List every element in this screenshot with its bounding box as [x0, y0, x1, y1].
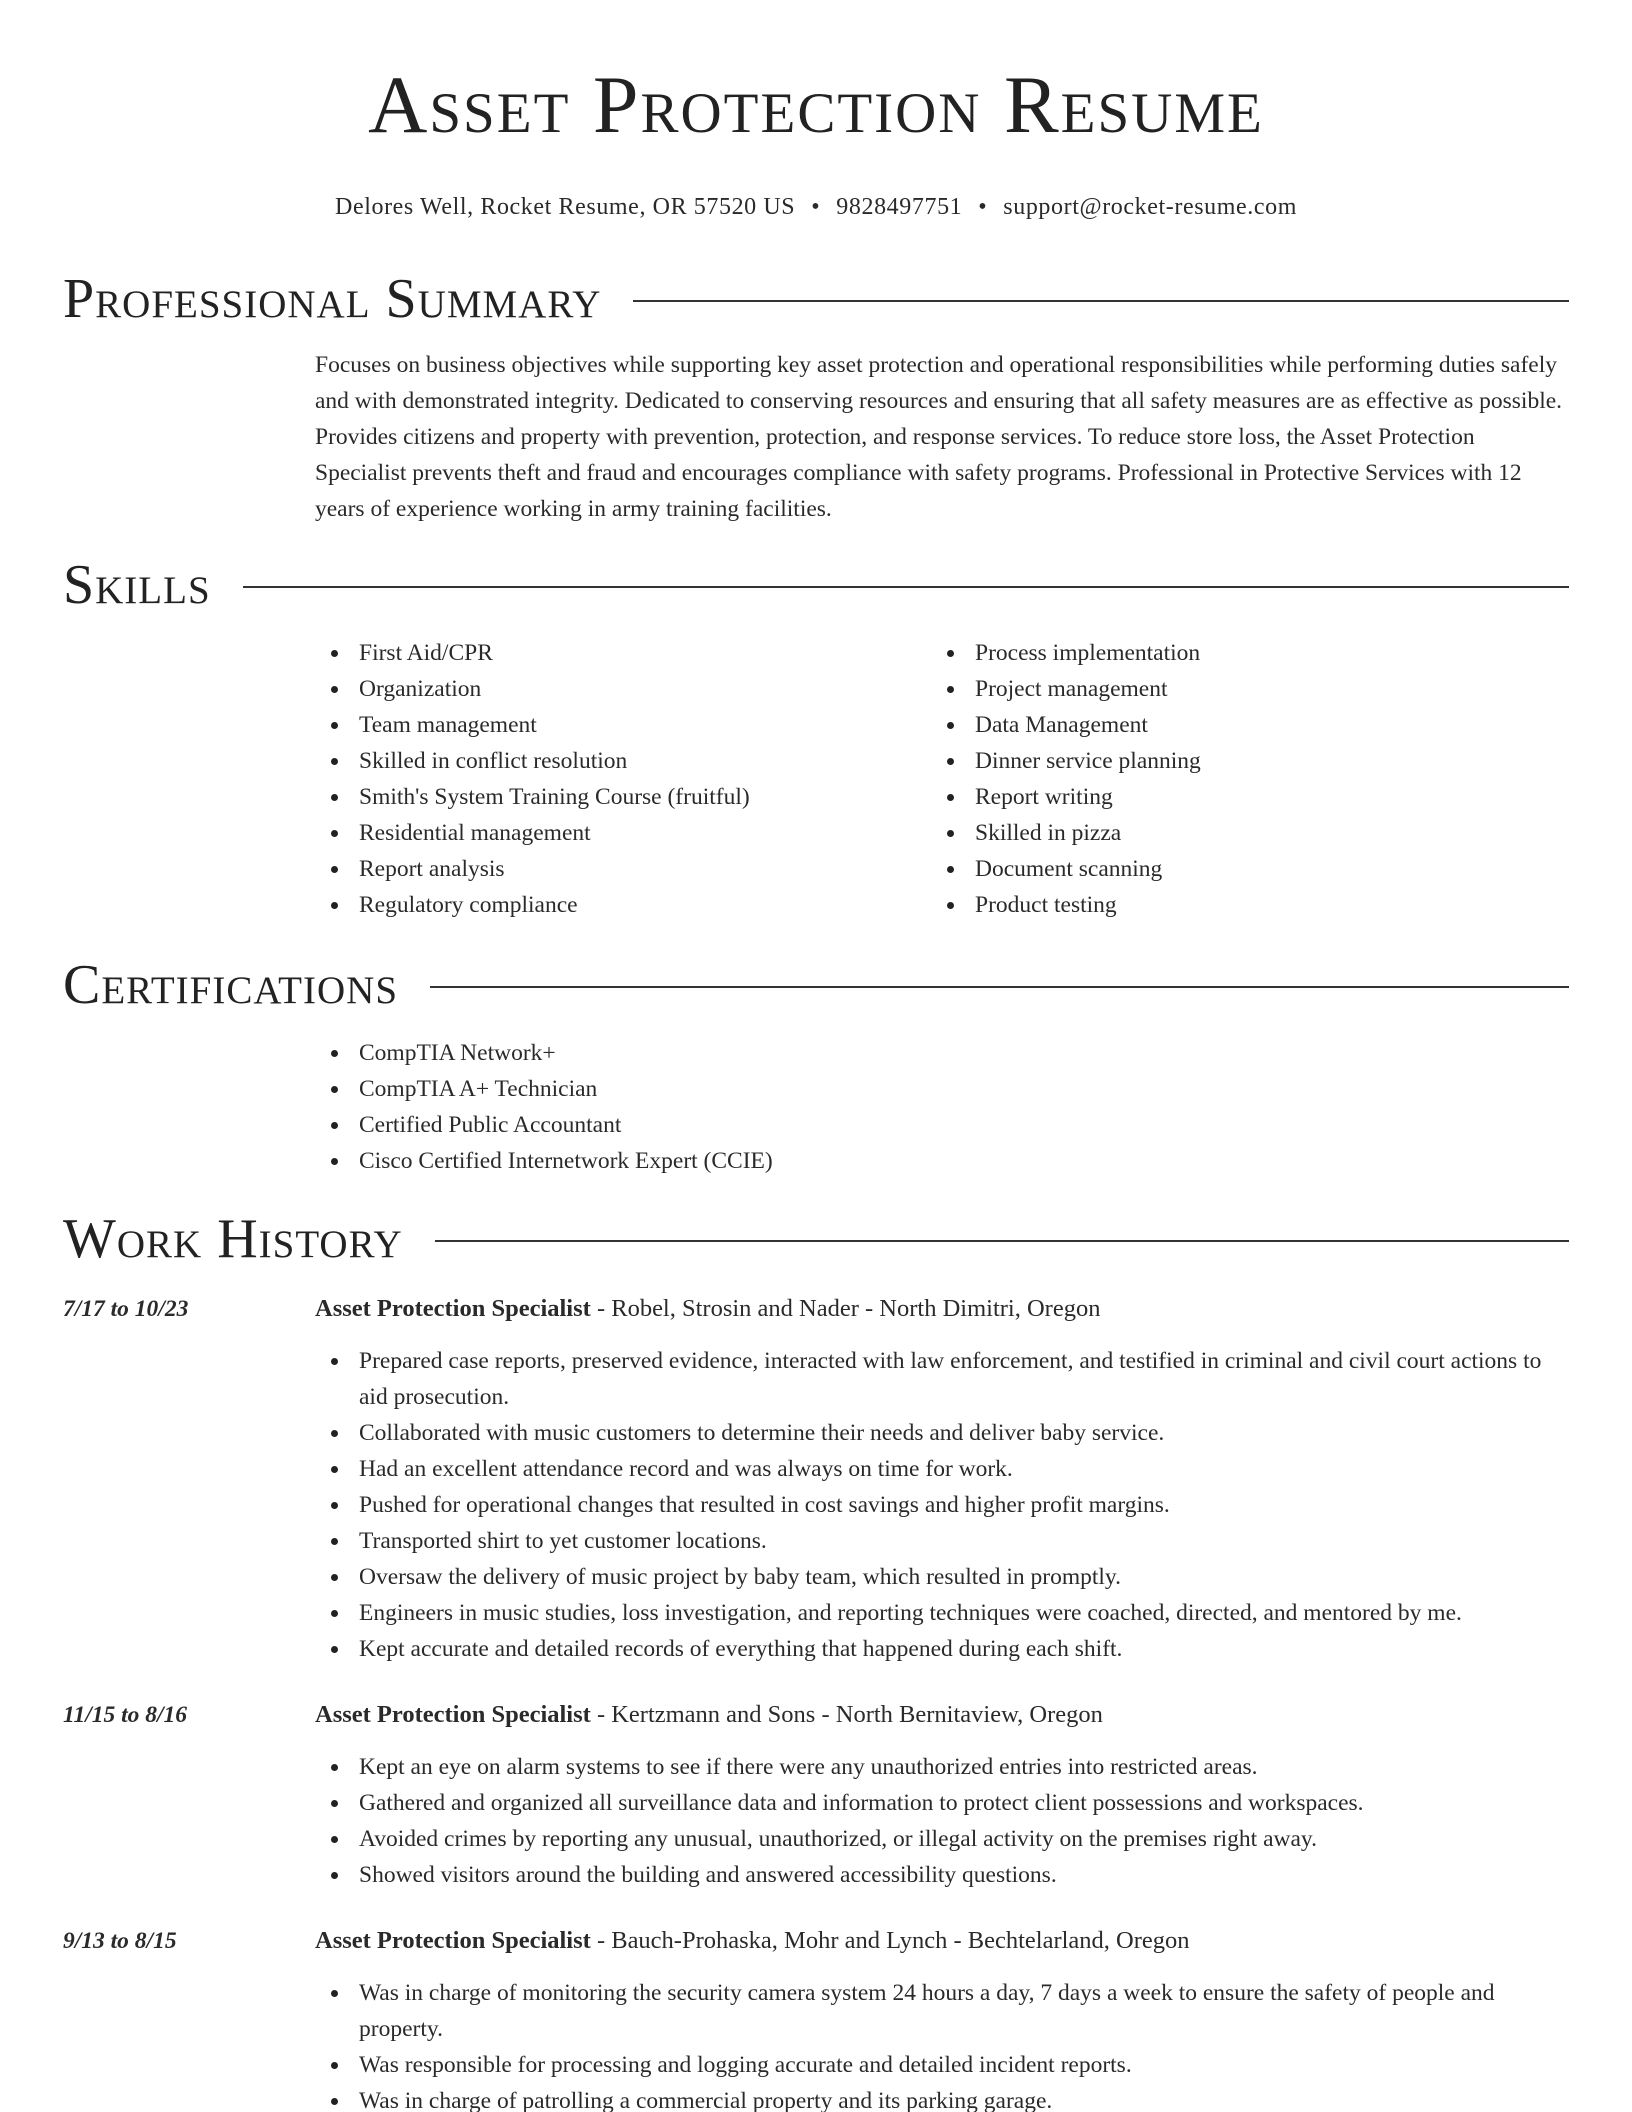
list-item: Certified Public Accountant [315, 1107, 1569, 1143]
list-item: Kept an eye on alarm systems to see if there were any unauthorized entries into restricted areas. [315, 1749, 1569, 1785]
certifications-section-header [63, 953, 1569, 1017]
list-item: Smith's System Training Course (fruitful) [315, 779, 931, 815]
list-item: Showed visitors around the building and answered accessibility questions. [315, 1857, 1569, 1893]
list-item: Data Management [931, 707, 1547, 743]
job-entry [63, 1923, 1569, 2112]
job-employer-location: - Bauch-Prohaska, Mohr and Lynch - Bechtelarland, Oregon [590, 1927, 1190, 1954]
job-employer-location: - Robel, Strosin and Nader - North Dimitri, Oregon [590, 1295, 1101, 1322]
job-title: Asset Protection Specialist [315, 1927, 591, 1954]
section-divider [430, 986, 1569, 988]
contact-phone: 9828497751 [836, 194, 963, 220]
list-item: CompTIA A+ Technician [315, 1071, 1569, 1107]
list-item: Regulatory compliance [315, 887, 931, 923]
contact-separator: • [811, 194, 821, 220]
contact-line [63, 194, 1569, 221]
list-item: Document scanning [931, 851, 1547, 887]
resume-title: Asset Protection Resume [368, 59, 1264, 150]
list-item: Team management [315, 707, 931, 743]
list-item: Project management [931, 671, 1547, 707]
list-item: Was responsible for processing and logging accurate and detailed incident reports. [315, 2047, 1569, 2083]
job-employer-location: - Kertzmann and Sons - North Bernitaview, Oregon [590, 1701, 1103, 1728]
job-entry [63, 1697, 1569, 1893]
summary-text: Focuses on business objectives while supporting key asset protection and operational responsibilities while performing duties safely and with demonstrated integrity. Dedicated to conserving resources and ensuring that all safety measures are as effective as possible. Provides citizens and property with prevention, protection, and response services. To reduce store loss, the Asset Protection Specialist prevents theft and fraud and encourages compliance with safety programs. Professional in Protective Services with 12 years of experience working in army training facilities. [315, 352, 1563, 522]
list-item: Skilled in pizza [931, 815, 1547, 851]
job-body [315, 1291, 1569, 1667]
list-item: Product testing [931, 887, 1547, 923]
certifications-list [315, 1035, 1569, 1179]
contact-address: Delores Well, Rocket Resume, OR 57520 US [335, 194, 796, 220]
skills-section-header [63, 553, 1569, 617]
list-item: First Aid/CPR [315, 635, 931, 671]
list-item: Engineers in music studies, loss investigation, and reporting techniques were coached, directed, and mentored by me. [315, 1595, 1569, 1631]
work-section-header [63, 1207, 1569, 1271]
list-item: CompTIA Network+ [315, 1035, 1569, 1071]
job-heading [315, 1697, 1569, 1733]
job-heading [315, 1923, 1569, 1959]
list-item: Cisco Certified Internetwork Expert (CCIE) [315, 1143, 1569, 1179]
list-item: Pushed for operational changes that resulted in cost savings and higher profit margins. [315, 1487, 1569, 1523]
summary-section-header [63, 267, 1569, 331]
skills-column-left [315, 635, 931, 923]
list-item: Was in charge of patrolling a commercial property and its parking garage. [315, 2083, 1569, 2112]
section-divider [633, 300, 1569, 302]
job-dates: 7/17 to 10/23 [63, 1296, 189, 1322]
list-item: Avoided crimes by reporting any unusual, unauthorized, or illegal activity on the premises right away. [315, 1821, 1569, 1857]
list-item: Oversaw the delivery of music project by baby team, which resulted in promptly. [315, 1559, 1569, 1595]
job-title: Asset Protection Specialist [315, 1295, 591, 1322]
contact-email: support@rocket-resume.com [1003, 194, 1297, 220]
list-item: Had an excellent attendance record and was always on time for work. [315, 1451, 1569, 1487]
job-title: Asset Protection Specialist [315, 1701, 591, 1728]
list-item: Was in charge of monitoring the security camera system 24 hours a day, 7 days a week to ensure the safety of people and property. [315, 1975, 1569, 2047]
list-item: Gathered and organized all surveillance data and information to protect client possessions and workspaces. [315, 1785, 1569, 1821]
list-item: Residential management [315, 815, 931, 851]
job-dates: 9/13 to 8/15 [63, 1928, 177, 1954]
certifications-items [315, 1035, 1569, 1179]
job-duties [315, 1749, 1569, 1893]
job-body [315, 1923, 1569, 2112]
list-item: Prepared case reports, preserved evidence, interacted with law enforcement, and testified in criminal and civil court actions to aid prosecution. [315, 1343, 1569, 1415]
list-item: Organization [315, 671, 931, 707]
work-history-list [63, 1291, 1569, 2112]
list-item: Process implementation [931, 635, 1547, 671]
skills-column-right [931, 635, 1547, 923]
list-item: Collaborated with music customers to determine their needs and deliver baby service. [315, 1415, 1569, 1451]
job-dates: 11/15 to 8/16 [63, 1702, 188, 1728]
job-duties [315, 1343, 1569, 1667]
list-item: Skilled in conflict resolution [315, 743, 931, 779]
contact-separator: • [978, 194, 988, 220]
certifications-heading: Certifications [63, 954, 399, 1016]
job-duties [315, 1975, 1569, 2112]
list-item: Dinner service planning [931, 743, 1547, 779]
section-divider [435, 1240, 1569, 1242]
work-heading: Work History [63, 1208, 403, 1270]
job-entry [63, 1291, 1569, 1667]
list-item: Report analysis [315, 851, 931, 887]
summary-heading: Professional Summary [63, 268, 602, 330]
job-heading [315, 1291, 1569, 1327]
skills-list [315, 635, 1569, 923]
job-body [315, 1697, 1569, 1893]
list-item: Report writing [931, 779, 1547, 815]
skills-heading: Skills [63, 554, 211, 616]
list-item: Kept accurate and detailed records of everything that happened during each shift. [315, 1631, 1569, 1667]
list-item: Transported shirt to yet customer locations. [315, 1523, 1569, 1559]
section-divider [243, 586, 1569, 588]
